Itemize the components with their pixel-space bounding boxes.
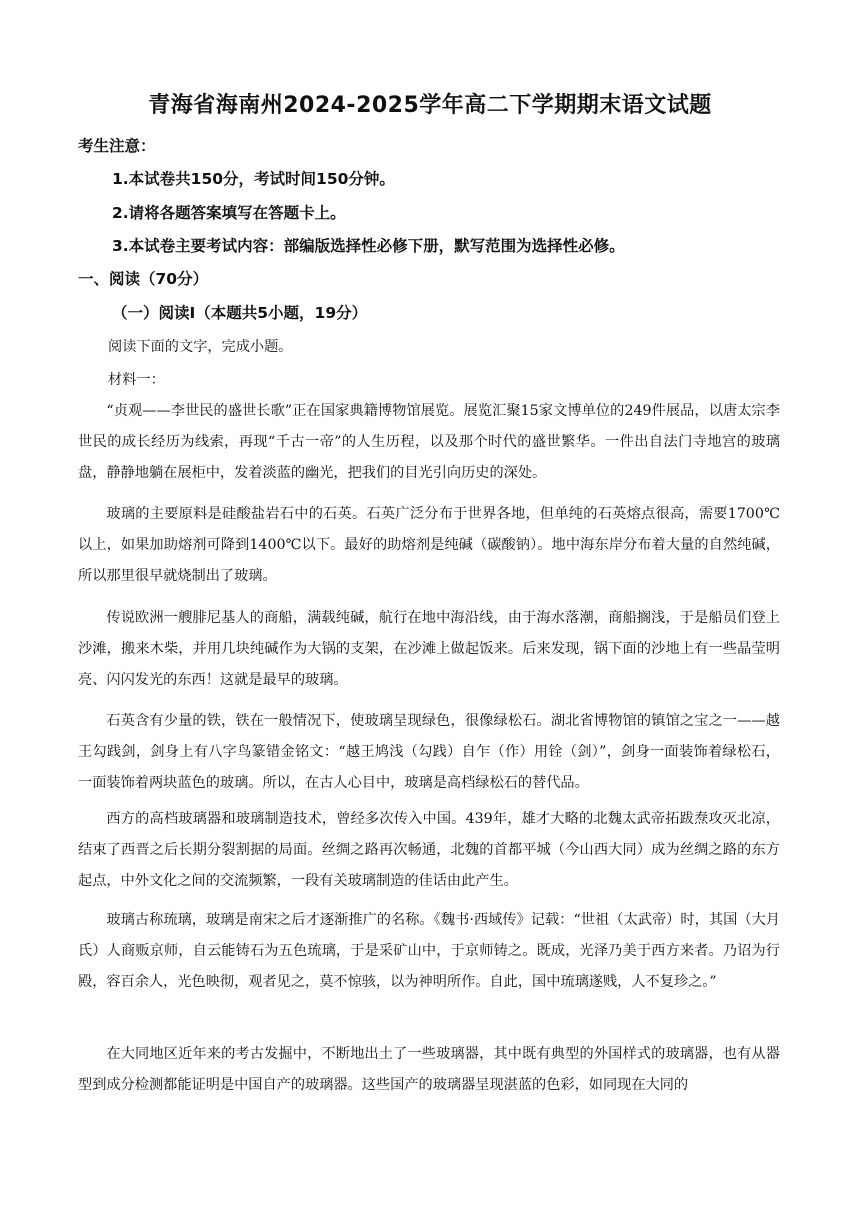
paragraph-4: 石英含有少量的铁，铁在一般情况下，使玻璃呈现绿色，很像绿松石。湖北省博物馆的镇馆之宝之一——越王勾践剑，剑身上有八字鸟篆错金铭文：“越王鸠浅（勾践）自乍（作）用铨（剑）”，剑身一面装饰着绿松石，一面装饰着两块蓝色的玻璃。所以，在古人心目中，玻璃是高档绿松石的替代品。 bbox=[78, 713, 780, 791]
paragraph-1: “贞观——李世民的盛世长歌”正在国家典籍博物馆展览。展览汇聚15家文博单位的249件展品，以唐太宗李世民的成长经历为线索，再现“千古一帝”的人生历程，以及那个时代的盛世繁华。一件出自法门寺地宫的玻璃盘，静静地躺在展柜中，发着淡蓝的幽光，把我们的目光引向历史的深处。 bbox=[78, 403, 780, 481]
exam-title: 青海省海南州2024-2025学年高二下学期期末语文试题 bbox=[148, 93, 712, 118]
paragraph-7: 在大同地区近年来的考古发掘中，不断地出土了一些玻璃器，其中既有典型的外国样式的玻璃器，也有从器型到成分检测都能证明是中国自产的玻璃器。这些国产的玻璃器呈现湛蓝的色彩，如同现在大同的 bbox=[78, 1046, 780, 1093]
notice-heading: 考生注意： bbox=[78, 137, 156, 155]
notice-item-3: 3.本试卷主要考试内容：部编版选择性必修下册，默写范围为选择性必修。 bbox=[112, 237, 625, 255]
paragraph-2: 玻璃的主要原料是硅酸盐岩石中的石英。石英广泛分布于世界各地，但单纯的石英熔点很高，需要1700℃以上，如果加助熔剂可降到1400℃以下。最好的助熔剂是纯碱（碳酸钠）。地中海东岸分布着大量的自然纯碱，所以那里很早就烧制出了玻璃。 bbox=[78, 506, 780, 584]
material-label: 材料一： bbox=[108, 372, 165, 388]
sub-section-heading: （一）阅读Ⅰ（本题共5小题，19分） bbox=[112, 304, 368, 322]
paragraph-3: 传说欧洲一艘腓尼基人的商船，满载纯碱，航行在地中海沿线，由于海水落潮，商船搁浅，于是船员们登上沙滩，搬来木柴，并用几块纯碱作为大锅的支架，在沙滩上做起饭来。后来发现，锅下面的沙地上有一些晶莹明亮、闪闪发光的东西！这就是最早的玻璃。 bbox=[78, 610, 780, 688]
reading-instruction: 阅读下面的文字，完成小题。 bbox=[108, 339, 293, 355]
notice-item-1: 1.本试卷共150分，考试时间150分钟。 bbox=[112, 170, 395, 188]
section-heading: 一、阅读（70分） bbox=[78, 270, 209, 288]
notice-item-2: 2.请将各题答案填写在答题卡上。 bbox=[112, 204, 346, 222]
paragraph-5: 西方的高档玻璃器和玻璃制造技术，曾经多次传入中国。439年，雄才大略的北魏太武帝拓跋焘攻灭北凉，结束了西晋之后长期分裂割据的局面。丝绸之路再次畅通，北魏的首都平城（今山西大同）成为丝绸之路的东方起点，中外文化之间的交流频繁，一段有关玻璃制造的佳话由此产生。 bbox=[78, 811, 780, 889]
paragraph-6: 玻璃古称琉璃，玻璃是南宋之后才逐渐推广的名称。《魏书·西域传》记载：“世祖（太武帝）时，其国（大月氏）人商贩京师，自云能铸石为五色琉璃，于是采矿山中，于京师铸之。既成，光泽乃美于西方来者。乃诏为行殿，容百余人，光色映彻，观者见之，莫不惊骇，以为神明所作。自此，国中琉璃遂贱，人不复珍之。” bbox=[78, 912, 780, 990]
